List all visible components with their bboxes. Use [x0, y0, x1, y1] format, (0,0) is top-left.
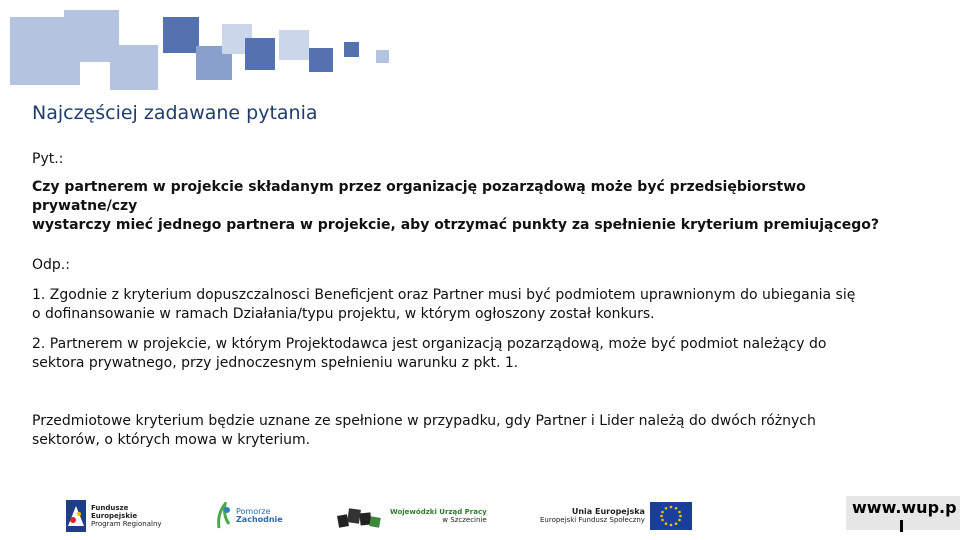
wup-logo-icon	[336, 501, 386, 531]
logo-fundusze-europejskie	[66, 498, 162, 534]
answer-line: Przedmiotowe kryterium będzie uznane ze spełnione w przypadku, gdy Partner i Lider należą do dwóch różnych	[32, 413, 816, 429]
footer-logos	[0, 490, 960, 540]
logo-text: w Szczecinie	[442, 516, 487, 524]
question-label: Pyt.:	[32, 151, 64, 167]
logo-text: Wojewódzki Urząd Pracy	[390, 508, 487, 516]
website-url[interactable]: www.wup.p	[852, 498, 957, 517]
logo-text: Unia Europejska	[571, 507, 645, 516]
fundusze-europejskie-icon	[66, 500, 86, 532]
logo-text: Zachodnie	[236, 515, 283, 524]
answer-label: Odp.:	[32, 257, 70, 273]
question-line: Czy partnerem w projekcie składanym przez organizację pozarządową może być przedsiębiorstwo prywatne/czy	[32, 179, 806, 214]
answer-point-1	[32, 286, 912, 324]
answer-point-2	[32, 335, 912, 373]
question-text	[32, 178, 912, 235]
deco-square	[376, 50, 389, 63]
deco-square	[110, 45, 158, 90]
answer-note	[32, 412, 912, 450]
answer-line: 1. Zgodnie z kryterium dopuszczalnosci Beneficjent oraz Partner musi być podmiotem uprawnionym do ubiegania się	[32, 287, 856, 303]
deco-square	[279, 30, 309, 60]
answer-line: 2. Partnerem w projekcie, w którym Projektodawca jest organizacją pozarządową, może być podmiot należący do	[32, 336, 827, 352]
deco-square	[245, 38, 275, 70]
logo-text: Europejski Fundusz Społeczny	[540, 516, 645, 524]
pomorze-zachodnie-icon	[215, 502, 233, 530]
deco-square	[163, 17, 199, 53]
answer-line: sektorów, o których mowa w kryterium.	[32, 432, 311, 448]
website-url-continuation	[900, 520, 903, 532]
deco-square	[309, 48, 333, 72]
answer-line: o dofinansowanie w ramach Działania/typu projektu, w którym ogłoszony został konkurs.	[32, 306, 655, 322]
logo-text: Pomorze	[236, 507, 271, 516]
logo-text: Program Regionalny	[91, 520, 162, 528]
logo-wup	[336, 498, 487, 534]
logo-text: Fundusze	[91, 504, 129, 512]
page-title: Najczęściej zadawane pytania	[32, 102, 318, 124]
logo-unia-europejska	[540, 498, 692, 534]
eu-flag-icon	[650, 502, 692, 530]
question-line: wystarczy mieć jednego partnera w projekcie, aby otrzymać punkty za spełnienie kryterium premiującego?	[32, 217, 879, 233]
answer-line: sektora prywatnego, przy jednoczesnym spełnieniu warunku z pkt. 1.	[32, 355, 519, 371]
logo-text: Europejskie	[91, 512, 138, 520]
logo-pomorze-zachodnie	[215, 498, 283, 534]
deco-square	[344, 42, 359, 57]
